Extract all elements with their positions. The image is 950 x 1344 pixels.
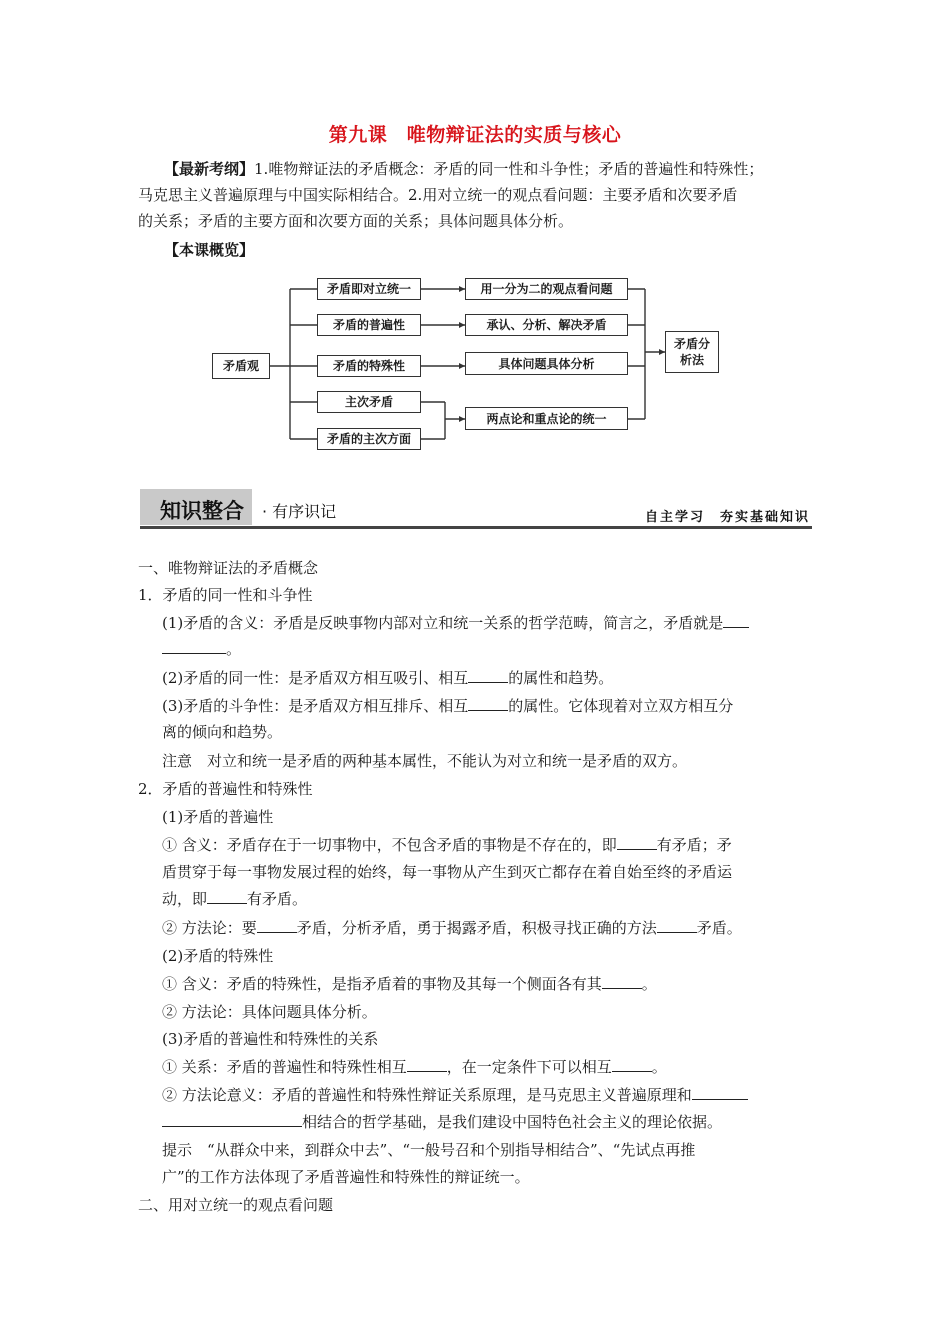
body-line bbox=[162, 1056, 667, 1077]
body-line bbox=[162, 973, 657, 994]
diagram-mid-box: 具体问题具体分析 bbox=[465, 352, 628, 375]
body-text: ，在一定条件下可以相互 bbox=[446, 1058, 612, 1076]
body-text: (1)矛盾的含义：矛盾是反映事物内部对立和统一关系的哲学范畴，简言之，矛盾就是 bbox=[162, 614, 724, 632]
section-heading: 二、用对立统一的观点看问题 bbox=[138, 1196, 334, 1214]
body-text: (2)矛盾的同一性：是矛盾双方相互吸引、相互 bbox=[162, 669, 469, 687]
tip-line: 提示 “从群众中来，到群众中去”、“一般号召和个别指导相结合”、“先试点再推 bbox=[162, 1141, 696, 1159]
body-text: 的属性。它体现着对立双方相互分 bbox=[508, 697, 734, 715]
diagram-mid-box: 承认、分析、解决矛盾 bbox=[465, 314, 628, 336]
diagram-left-box: 矛盾即对立统一 bbox=[317, 278, 421, 300]
body-line bbox=[162, 638, 241, 659]
body-text: 的属性和趋势。 bbox=[508, 669, 614, 687]
body-text: 。 bbox=[651, 1058, 667, 1076]
exam-outline-line2: 马克思主义普遍原理与中国实际相结合。2.用对立统一的观点看问题：主要矛盾和次要矛盾 bbox=[138, 186, 738, 204]
note-line: 注意 对立和统一是矛盾的两种基本属性，不能认为对立和统一是矛盾的双方。 bbox=[162, 752, 688, 770]
body-text: (3)矛盾的斗争性：是矛盾双方相互排斥、相互 bbox=[162, 697, 469, 715]
body-line: (3)矛盾的普遍性和特殊性的关系 bbox=[162, 1030, 379, 1048]
diagram-right-box bbox=[665, 331, 719, 373]
diagram-left-box: 矛盾的普遍性 bbox=[317, 314, 421, 336]
fill-blank bbox=[612, 1056, 652, 1072]
diagram-mid-box: 两点论和重点论的统一 bbox=[465, 407, 628, 430]
body-text: ① 含义：矛盾的特殊性，是指矛盾着的事物及其每一个侧面各有其 bbox=[162, 975, 602, 993]
body-line: (1)矛盾的普遍性 bbox=[162, 808, 274, 826]
fill-blank bbox=[692, 1084, 748, 1100]
diagram-right-line1: 矛盾分 bbox=[673, 337, 710, 351]
body-line bbox=[162, 888, 307, 909]
subsection-heading: 1．矛盾的同一性和斗争性 bbox=[138, 586, 313, 604]
body-line bbox=[162, 667, 613, 688]
fill-blank bbox=[207, 888, 247, 904]
diagram-root-box: 矛盾观 bbox=[212, 353, 270, 379]
fill-blank bbox=[657, 917, 697, 933]
subsection-heading: 2．矛盾的普遍性和特殊性 bbox=[138, 780, 313, 798]
body-text: 。 bbox=[641, 975, 657, 993]
body-text: ① 含义：矛盾存在于一切事物中，不包含矛盾的事物是不存在的，即 bbox=[162, 836, 617, 854]
diagram-left-box: 矛盾的特殊性 bbox=[317, 355, 421, 377]
body-text: 矛盾，分析矛盾，勇于揭露矛盾，积极寻找正确的方法 bbox=[296, 919, 657, 937]
banner-right-text: 自主学习 夯实基础知识 bbox=[644, 510, 810, 525]
body-text: ② 方法论意义：矛盾的普遍性和特殊性辩证关系原理，是马克思主义普遍原理和 bbox=[162, 1086, 692, 1104]
body-text: ② 方法论：要 bbox=[162, 919, 257, 937]
body-line bbox=[162, 612, 749, 633]
body-text: 有矛盾。 bbox=[247, 890, 308, 908]
fill-blank bbox=[602, 973, 642, 989]
section-heading: 一、唯物辩证法的矛盾概念 bbox=[138, 559, 319, 577]
body-line bbox=[162, 917, 742, 938]
exam-outline-text1: 1.唯物辩证法的矛盾概念：矛盾的同一性和斗争性；矛盾的普遍性和特殊性； bbox=[254, 160, 764, 178]
diagram-right-line2: 析法 bbox=[679, 353, 704, 367]
body-line bbox=[162, 695, 733, 716]
tip-line: 广”的工作方法体现了矛盾普遍性和特殊性的辩证统一。 bbox=[162, 1168, 530, 1186]
fill-blank bbox=[162, 638, 226, 654]
body-text: ① 关系：矛盾的普遍性和特殊性相互 bbox=[162, 1058, 407, 1076]
fill-blank bbox=[617, 834, 657, 850]
body-line: ② 方法论：具体问题具体分析。 bbox=[162, 1003, 377, 1021]
body-line bbox=[162, 834, 732, 855]
overview-tag: 【本课概览】 bbox=[164, 241, 255, 259]
diagram-left-box: 主次矛盾 bbox=[317, 391, 421, 413]
lesson-title: 第九课 唯物辩证法的实质与核心 bbox=[328, 124, 622, 146]
fill-blank bbox=[162, 1111, 302, 1127]
fill-blank bbox=[407, 1056, 447, 1072]
body-text: 动，即 bbox=[162, 890, 208, 908]
fill-blank bbox=[723, 612, 749, 628]
exam-outline-tag: 【最新考纲】 bbox=[164, 160, 255, 178]
exam-outline-line3: 的关系；矛盾的主要方面和次要方面的关系；具体问题具体分析。 bbox=[138, 212, 574, 230]
body-line: 离的倾向和趋势。 bbox=[162, 723, 283, 741]
banner-title: 知识整合 bbox=[160, 499, 244, 523]
body-line: 盾贯穿于每一事物发展过程的始终，每一事物从产生到灭亡都存在着自始至终的矛盾运 bbox=[162, 863, 733, 881]
body-line bbox=[162, 1111, 722, 1132]
body-text: 相结合的哲学基础，是我们建设中国特色社会主义的理论依据。 bbox=[302, 1113, 723, 1131]
fill-blank bbox=[257, 917, 297, 933]
body-text: 。 bbox=[226, 640, 242, 658]
banner-underline bbox=[140, 526, 812, 529]
body-text: 矛盾。 bbox=[696, 919, 742, 937]
banner-subtitle: · 有序识记 bbox=[262, 502, 337, 521]
body-text: 有矛盾；矛 bbox=[656, 836, 732, 854]
fill-blank bbox=[468, 695, 508, 711]
body-line: (2)矛盾的特殊性 bbox=[162, 947, 274, 965]
diagram-mid-box: 用一分为二的观点看问题 bbox=[465, 278, 628, 300]
fill-blank bbox=[468, 667, 508, 683]
diagram-left-box: 矛盾的主次方面 bbox=[317, 428, 421, 450]
diagram-connectors bbox=[0, 0, 950, 470]
body-line bbox=[162, 1084, 748, 1105]
